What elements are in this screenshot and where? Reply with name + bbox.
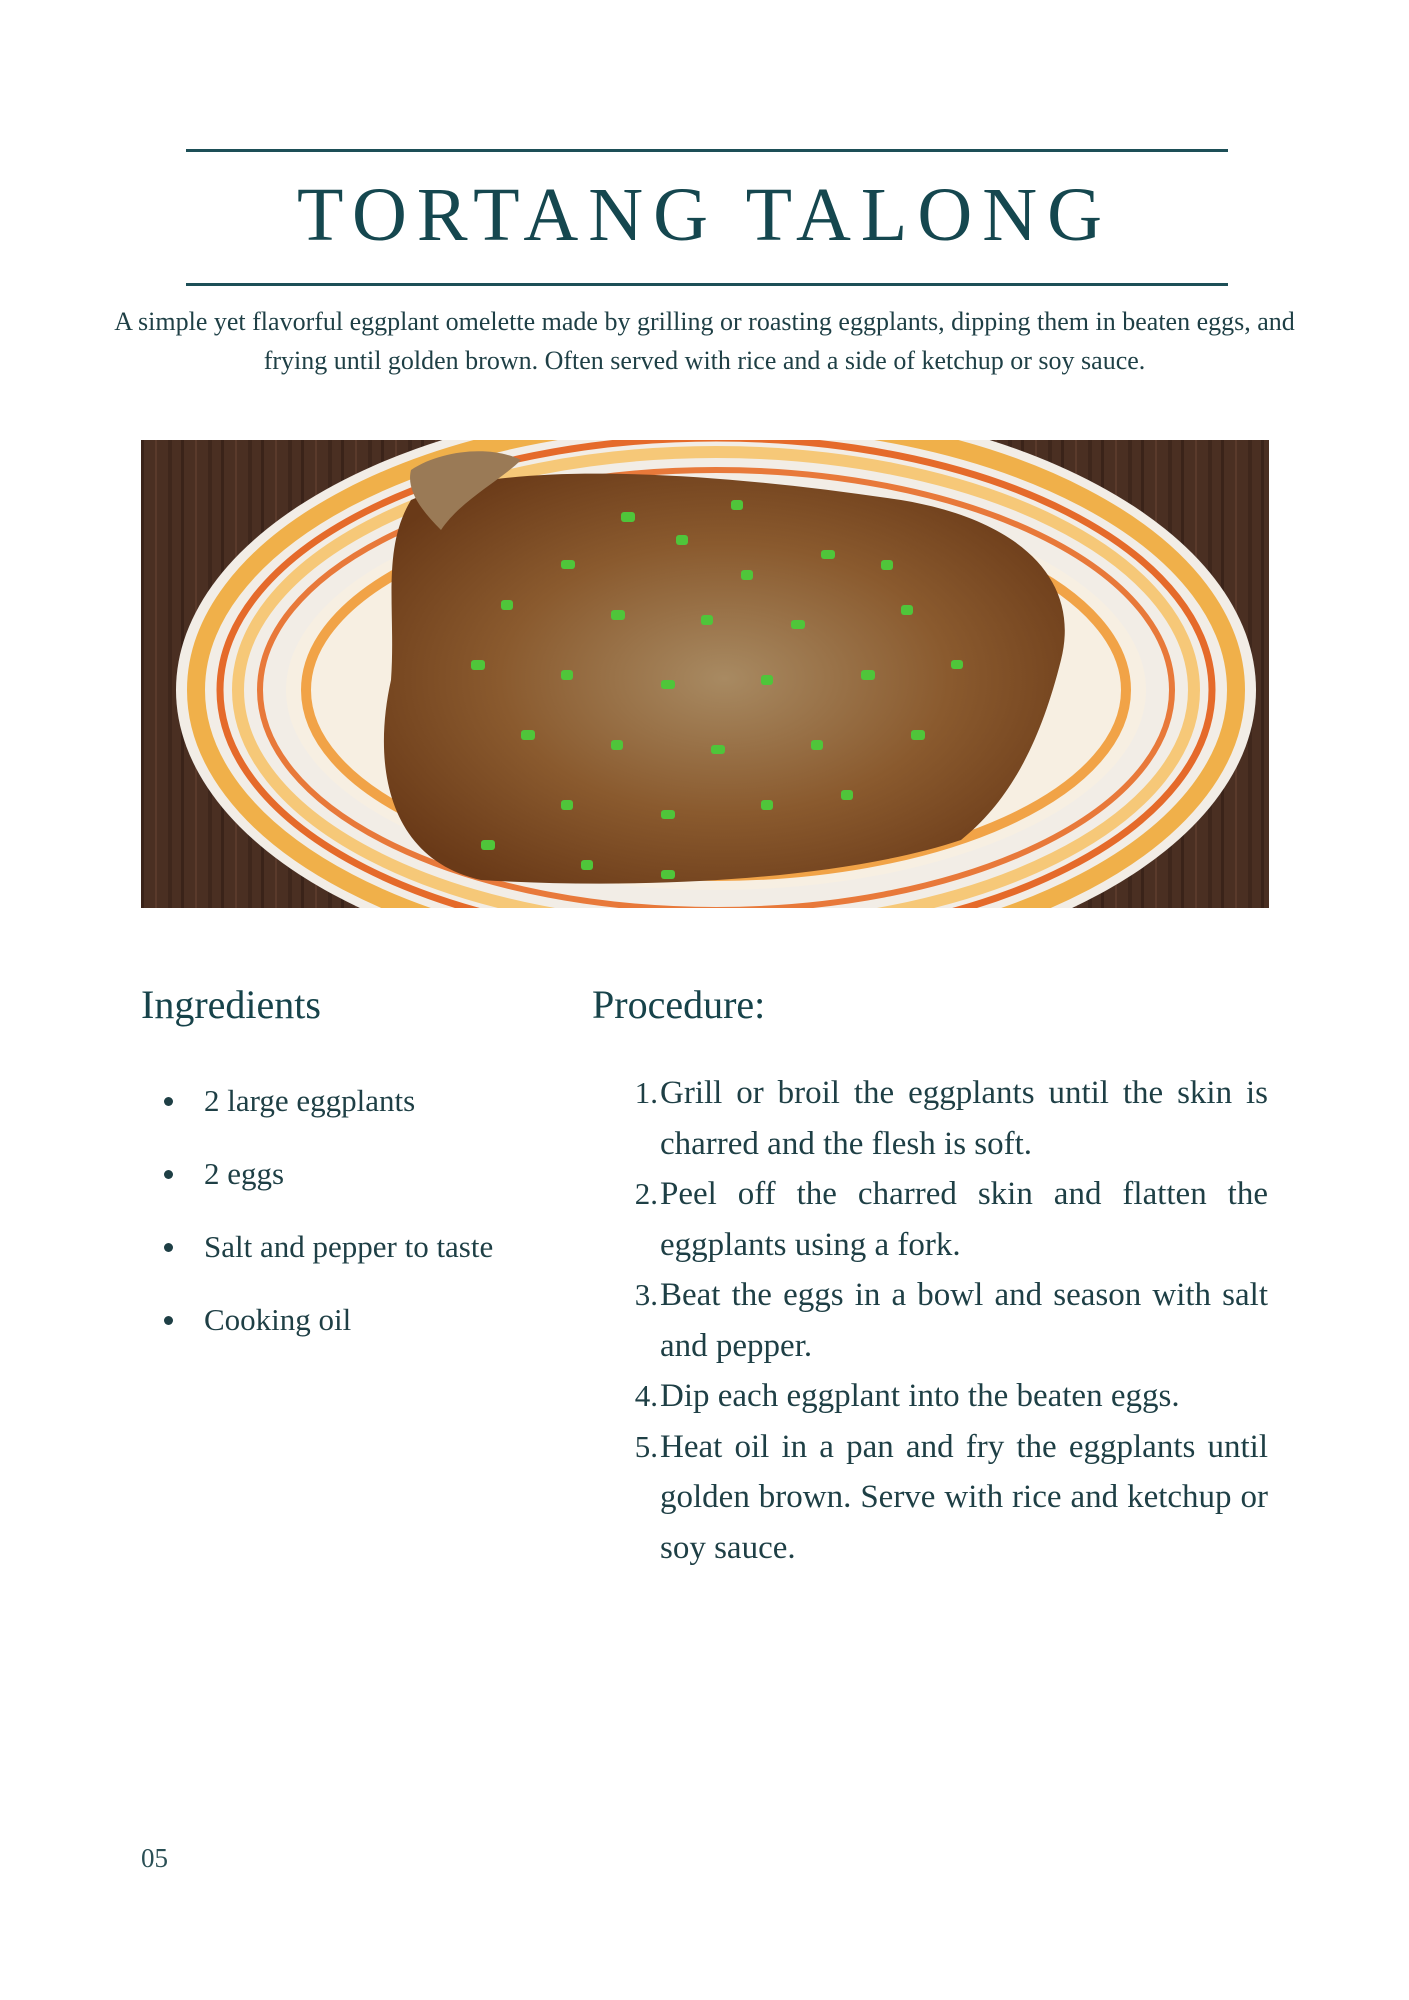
step-number: 3. <box>634 1277 658 1312</box>
step-text: Dip each eggplant into the beaten eggs. <box>660 1378 1180 1414</box>
title-top-rule <box>186 149 1228 152</box>
ingredient-item: 2 eggs <box>160 1137 520 1210</box>
step-text: Peel off the charred skin and flatten the eggplants using a fork. <box>660 1176 1268 1263</box>
step-text: Heat oil in a pan and fry the eggplants until golden brown. Serve with rice and ketchup or soy sauce. <box>660 1428 1268 1566</box>
title-bottom-rule <box>186 283 1228 286</box>
procedure-step <box>620 1270 1268 1371</box>
procedure-step <box>620 1422 1268 1574</box>
ingredient-item: 2 large eggplants <box>160 1064 520 1137</box>
ingredient-item: Cooking oil <box>160 1283 520 1356</box>
ingredients-list <box>160 1064 520 1356</box>
procedure-heading: Procedure: <box>592 982 766 1027</box>
step-number: 5. <box>634 1428 658 1464</box>
ingredients-heading: Ingredients <box>141 982 321 1027</box>
recipe-description: A simple yet flavorful eggplant omelette made by grilling or roasting eggplants, dipping them in beaten eggs, and frying until golden brown. Often served with rice and a side of ketchup or soy sauce. <box>114 307 1295 375</box>
step-number: 2. <box>634 1176 658 1211</box>
procedure-step <box>620 1068 1268 1169</box>
page-title: TORTANG TALONG <box>297 173 1112 257</box>
procedure-list <box>620 1068 1268 1573</box>
ingredient-item: Salt and pepper to taste <box>160 1210 520 1283</box>
step-text: Beat the eggs in a bowl and season with salt and pepper. <box>660 1277 1268 1364</box>
step-text: Grill or broil the eggplants until the skin is charred and the flesh is soft. <box>660 1075 1268 1162</box>
procedure-step <box>620 1371 1268 1422</box>
procedure-step <box>620 1169 1268 1270</box>
recipe-photo <box>141 440 1269 908</box>
step-number: 1. <box>634 1075 658 1110</box>
step-number: 4. <box>634 1378 658 1413</box>
page-number: 05 <box>141 1843 168 1873</box>
